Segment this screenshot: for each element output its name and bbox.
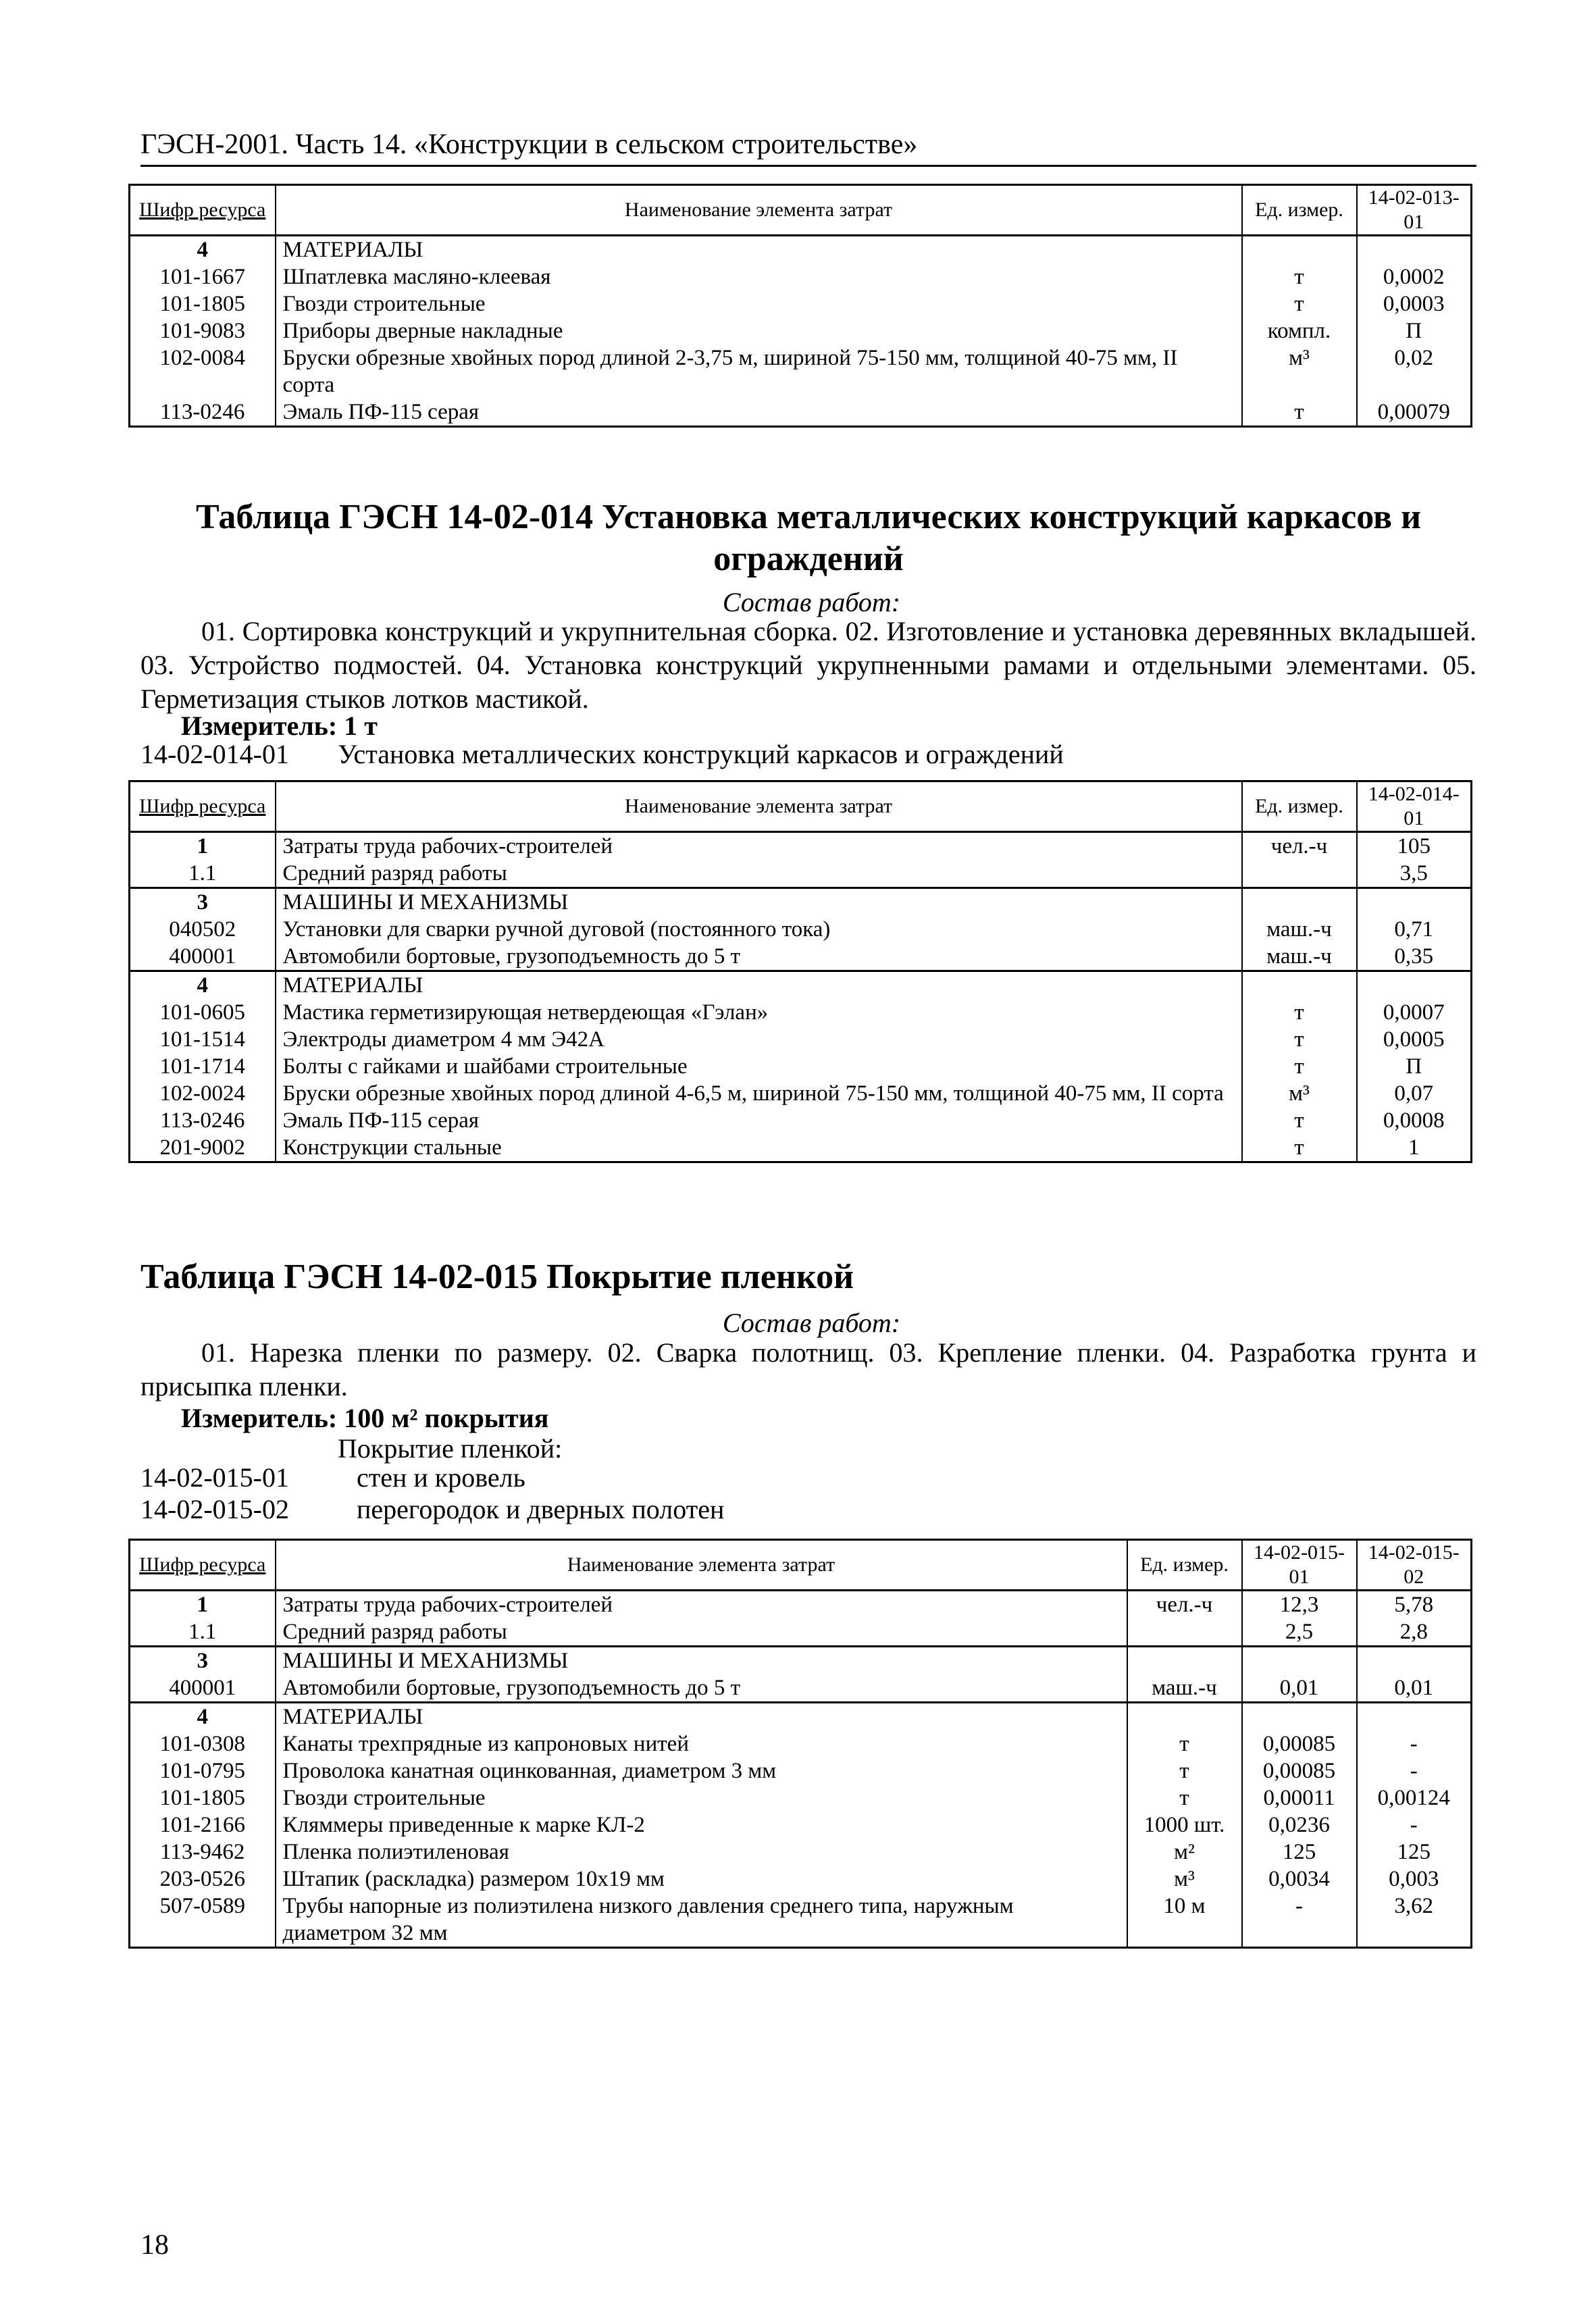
norm-value-2: 5,78 <box>1357 1591 1472 1619</box>
resource-code: 101-0308 <box>130 1730 276 1757</box>
unit-of-measure: т <box>1127 1784 1242 1811</box>
cost-element-name: Штапик (раскладка) размером 10x19 мм <box>276 1866 1127 1893</box>
header-unit: Ед. измер. <box>1127 1540 1242 1591</box>
measure-014: Измеритель: 1 т <box>181 711 378 741</box>
cost-element-name: Установки для сварки ручной дуговой (постоянного тока) <box>276 916 1242 943</box>
norm-value-1: П <box>1357 1053 1472 1080</box>
resource-code: 1.1 <box>130 1618 276 1647</box>
table-015-title: Таблица ГЭСН 14-02-015 Покрытие пленкой <box>140 1258 854 1296</box>
table-row <box>130 1730 1472 1757</box>
unit-of-measure: чел.-ч <box>1242 832 1357 860</box>
norm-value-1: 0,0002 <box>1357 263 1472 290</box>
unit-of-measure <box>1127 1618 1242 1647</box>
norm-value-2: 3,62 <box>1357 1893 1472 1948</box>
resource-code: 040502 <box>130 916 276 943</box>
cost-element-name: Бруски обрезные хвойных пород длиной 2-3,75 м, шириной 75-150 мм, толщиной 40-75 мм, II сорта <box>276 344 1242 398</box>
cost-element-name: Электроды диаметром 4 мм Э42А <box>276 1026 1242 1053</box>
norm-value-1 <box>1242 1703 1357 1731</box>
resource-code: 102-0024 <box>130 1080 276 1107</box>
unit-of-measure: маш.-ч <box>1242 916 1357 943</box>
norm-value-1: 0,0236 <box>1242 1811 1357 1839</box>
norm-value-1: 2,5 <box>1242 1618 1357 1647</box>
resource-code: 101-1667 <box>130 263 276 290</box>
table-row <box>130 1893 1472 1948</box>
table-row <box>130 1811 1472 1839</box>
cost-element-name: Болты с гайками и шайбами строительные <box>276 1053 1242 1080</box>
unit-of-measure <box>1242 860 1357 888</box>
unit-of-measure: маш.-ч <box>1127 1674 1242 1703</box>
norms-intro-015: Покрытие пленкой: <box>338 1433 563 1464</box>
unit-of-measure: маш.-ч <box>1242 943 1357 971</box>
norm-value-2: 0,01 <box>1357 1674 1472 1703</box>
header-name: Наименование элемента затрат <box>276 781 1242 832</box>
cost-element-name: Средний разряд работы <box>276 1618 1127 1647</box>
header-name: Наименование элемента затрат <box>276 185 1242 236</box>
resource-code: 1 <box>130 1591 276 1619</box>
header-code: Шифр ресурса <box>130 781 276 832</box>
cost-element-name: Бруски обрезные хвойных пород длиной 4-6,5 м, шириной 75-150 мм, толщиной 40-75 мм, II сорта <box>276 1080 1242 1107</box>
cost-element-name: Эмаль ПФ-115 серая <box>276 1107 1242 1134</box>
header-unit: Ед. измер. <box>1242 781 1357 832</box>
norm-value-1 <box>1357 236 1472 264</box>
resource-code: 1 <box>130 832 276 860</box>
unit-of-measure: м² <box>1127 1839 1242 1866</box>
cost-element-name: Конструкции стальные <box>276 1134 1242 1162</box>
norm-value-1: 0,07 <box>1357 1080 1472 1107</box>
resource-code: 201-9002 <box>130 1134 276 1162</box>
resource-code: 101-1714 <box>130 1053 276 1080</box>
work-composition-label-015: Состав работ: <box>722 1308 901 1338</box>
unit-of-measure: т <box>1242 398 1357 427</box>
table-row <box>130 1134 1472 1162</box>
norm-name-015-02: перегородок и дверных полотен <box>357 1494 725 1524</box>
unit-of-measure: т <box>1242 290 1357 317</box>
unit-of-measure: т <box>1242 1053 1357 1080</box>
table-row <box>130 344 1472 398</box>
header-norm-013-01: 14-02-013-01 <box>1357 185 1472 236</box>
table-row <box>130 1080 1472 1107</box>
header-norm-015-01: 14-02-015-01 <box>1242 1540 1357 1591</box>
cost-element-name: Приборы дверные накладные <box>276 317 1242 344</box>
table-row <box>130 1866 1472 1893</box>
unit-of-measure <box>1127 1703 1242 1731</box>
cost-element-name: Автомобили бортовые, грузоподъемность до 5 т <box>276 943 1242 971</box>
unit-of-measure: т <box>1242 1026 1357 1053</box>
resource-code: 203-0526 <box>130 1866 276 1893</box>
norm-value-1: П <box>1357 317 1472 344</box>
norm-value-1: 0,00079 <box>1357 398 1472 427</box>
measure-015: Измеритель: 100 м² покрытия <box>181 1403 549 1433</box>
norm-value-1: 0,00085 <box>1242 1730 1357 1757</box>
table-row <box>130 860 1472 888</box>
norm-value-2: 0,00124 <box>1357 1784 1472 1811</box>
resource-code: 113-0246 <box>130 1107 276 1134</box>
resource-code: 113-0246 <box>130 398 276 427</box>
unit-of-measure: т <box>1242 1134 1357 1162</box>
norm-value-1: 0,02 <box>1357 344 1472 398</box>
cost-element-name: Трубы напорные из полиэтилена низкого давления среднего типа, наружным диаметром 32 мм <box>276 1893 1127 1948</box>
norm-value-2 <box>1357 1703 1472 1731</box>
resource-code: 400001 <box>130 1674 276 1703</box>
unit-of-measure: м³ <box>1127 1866 1242 1893</box>
resource-code: 101-1805 <box>130 290 276 317</box>
cost-element-name: Гвозди строительные <box>276 290 1242 317</box>
work-composition-text-015: 01. Нарезка пленки по размеру. 02. Сварка полотнищ. 03. Крепление пленки. 04. Разработка грунта и присыпка пленки. <box>140 1337 1476 1402</box>
unit-of-measure: т <box>1242 999 1357 1026</box>
table-row <box>130 1026 1472 1053</box>
section-row <box>130 1647 1472 1675</box>
section-row <box>130 1703 1472 1731</box>
norm-name-015-01: стен и кровель <box>357 1462 525 1493</box>
norm-value-2 <box>1357 1647 1472 1675</box>
norm-code-015-01: 14-02-015-01 <box>140 1462 289 1493</box>
norm-value-1: 0,01 <box>1242 1674 1357 1703</box>
resource-code: 1.1 <box>130 860 276 888</box>
unit-of-measure <box>1127 1647 1242 1675</box>
norm-value-2: 125 <box>1357 1839 1472 1866</box>
cost-element-name: Средний разряд работы <box>276 860 1242 888</box>
cost-element-name: Эмаль ПФ-115 серая <box>276 398 1242 427</box>
unit-of-measure: чел.-ч <box>1127 1591 1242 1619</box>
resource-code: 400001 <box>130 943 276 971</box>
header-norm-014-01: 14-02-014-01 <box>1357 781 1472 832</box>
cost-element-name: Пленка полиэтиленовая <box>276 1839 1127 1866</box>
table-row <box>130 1618 1472 1647</box>
table-row <box>130 1053 1472 1080</box>
resource-code: 4 <box>130 971 276 1000</box>
cost-element-name: Автомобили бортовые, грузоподъемность до 5 т <box>276 1674 1127 1703</box>
page-number: 18 <box>140 2230 169 2261</box>
header-unit: Ед. измер. <box>1242 185 1357 236</box>
norm-value-2: - <box>1357 1811 1472 1839</box>
norm-value-1: 0,71 <box>1357 916 1472 943</box>
section-row <box>130 236 1472 264</box>
table-row <box>130 1839 1472 1866</box>
norm-value-1: 125 <box>1242 1839 1357 1866</box>
unit-of-measure: т <box>1127 1730 1242 1757</box>
table-row <box>130 398 1472 427</box>
norm-value-1 <box>1357 888 1472 917</box>
table-row <box>130 999 1472 1026</box>
unit-of-measure: т <box>1242 1107 1357 1134</box>
resource-code: 3 <box>130 1647 276 1675</box>
norm-code-015-02: 14-02-015-02 <box>140 1494 289 1524</box>
table-014-title <box>140 496 1476 580</box>
header-code: Шифр ресурса <box>130 1540 276 1591</box>
cost-table-014 <box>128 780 1472 1163</box>
resource-code: 3 <box>130 888 276 917</box>
norm-value-1: 0,00011 <box>1242 1784 1357 1811</box>
unit-of-measure: т <box>1242 263 1357 290</box>
cost-table-013 <box>128 184 1472 428</box>
table-row <box>130 1674 1472 1703</box>
resource-code: 507-0589 <box>130 1893 276 1948</box>
header-norm-015-02: 14-02-015-02 <box>1357 1540 1472 1591</box>
resource-code: 101-1514 <box>130 1026 276 1053</box>
resource-code: 101-1805 <box>130 1784 276 1811</box>
norm-value-1 <box>1357 971 1472 1000</box>
cost-element-name: МАШИНЫ И МЕХАНИЗМЫ <box>276 1647 1127 1675</box>
resource-code: 113-9462 <box>130 1839 276 1866</box>
cost-element-name: Гвозди строительные <box>276 1784 1127 1811</box>
cost-element-name: МАТЕРИАЛЫ <box>276 236 1242 264</box>
norm-code-014-01: 14-02-014-01 <box>140 739 289 769</box>
norm-value-1: 0,35 <box>1357 943 1472 971</box>
norm-name-014-01: Установка металлических конструкций каркасов и ограждений <box>338 739 1064 769</box>
norm-value-1: 0,00085 <box>1242 1757 1357 1784</box>
table-row <box>130 1757 1472 1784</box>
table-row <box>130 1107 1472 1134</box>
cost-element-name: Шпатлевка масляно-клеевая <box>276 263 1242 290</box>
norm-value-2: 0,003 <box>1357 1866 1472 1893</box>
unit-of-measure <box>1242 971 1357 1000</box>
resource-code: 101-0795 <box>130 1757 276 1784</box>
norm-value-2: - <box>1357 1757 1472 1784</box>
table-014-title-text: Таблица ГЭСН 14-02-014 Установка металлических конструкций каркасов и ограждений <box>195 498 1422 578</box>
work-composition-label-014: Состав работ: <box>722 587 901 617</box>
cost-element-name: МАТЕРИАЛЫ <box>276 971 1242 1000</box>
cost-element-name: Кляммеры приведенные к марке КЛ-2 <box>276 1811 1127 1839</box>
norm-value-1: 105 <box>1357 832 1472 860</box>
norm-value-1: 0,0034 <box>1242 1866 1357 1893</box>
table-row <box>130 1784 1472 1811</box>
header-code: Шифр ресурса <box>130 185 276 236</box>
unit-of-measure: т <box>1127 1757 1242 1784</box>
norm-value-2: - <box>1357 1730 1472 1757</box>
cost-element-name: Мастика герметизирующая нетвердеющая «Гэлан» <box>276 999 1242 1026</box>
resource-code: 101-9083 <box>130 317 276 344</box>
table-row <box>130 317 1472 344</box>
norm-value-1 <box>1242 1647 1357 1675</box>
unit-of-measure: м³ <box>1242 344 1357 398</box>
section-row <box>130 888 1472 917</box>
resource-code: 102-0084 <box>130 344 276 398</box>
norm-value-1: 0,0008 <box>1357 1107 1472 1134</box>
norm-value-1: 12,3 <box>1242 1591 1357 1619</box>
table-row <box>130 832 1472 860</box>
norm-value-1: 3,5 <box>1357 860 1472 888</box>
table-row <box>130 943 1472 971</box>
cost-element-name: МАШИНЫ И МЕХАНИЗМЫ <box>276 888 1242 917</box>
cost-element-name: Канаты трехпрядные из капроновых нитей <box>276 1730 1127 1757</box>
unit-of-measure: м³ <box>1242 1080 1357 1107</box>
norm-value-1: 0,0005 <box>1357 1026 1472 1053</box>
cost-element-name: МАТЕРИАЛЫ <box>276 1703 1127 1731</box>
unit-of-measure: компл. <box>1242 317 1357 344</box>
cost-element-name: Проволока канатная оцинкованная, диаметром 3 мм <box>276 1757 1127 1784</box>
resource-code: 101-0605 <box>130 999 276 1026</box>
unit-of-measure <box>1242 888 1357 917</box>
table-row <box>130 263 1472 290</box>
table-row <box>130 916 1472 943</box>
unit-of-measure: 1000 шт. <box>1127 1811 1242 1839</box>
norm-value-1: 1 <box>1357 1134 1472 1162</box>
table-row <box>130 1591 1472 1619</box>
cost-table-015 <box>128 1539 1472 1949</box>
unit-of-measure: 10 м <box>1127 1893 1242 1948</box>
work-composition-text-014: 01. Сортировка конструкций и укрупнительная сборка. 02. Изготовление и установка деревянных вкладышей. 03. Устройство подмостей. 04. Установка конструкций укрупненными рамами и отдельными элементами. 05. Герметизация стыков лотков мастикой. <box>140 616 1476 714</box>
norm-value-1: - <box>1242 1893 1357 1948</box>
norm-value-2: 2,8 <box>1357 1618 1472 1647</box>
resource-code: 4 <box>130 1703 276 1731</box>
table-row <box>130 290 1472 317</box>
resource-code: 4 <box>130 236 276 264</box>
section-row <box>130 971 1472 1000</box>
unit-of-measure <box>1242 236 1357 264</box>
header-name: Наименование элемента затрат <box>276 1540 1127 1591</box>
running-head: ГЭСН-2001. Часть 14. «Конструкции в сельском строительстве» <box>140 127 1476 167</box>
norm-value-1: 0,0007 <box>1357 999 1472 1026</box>
norm-value-1: 0,0003 <box>1357 290 1472 317</box>
cost-element-name: Затраты труда рабочих-строителей <box>276 832 1242 860</box>
resource-code: 101-2166 <box>130 1811 276 1839</box>
cost-element-name: Затраты труда рабочих-строителей <box>276 1591 1127 1619</box>
